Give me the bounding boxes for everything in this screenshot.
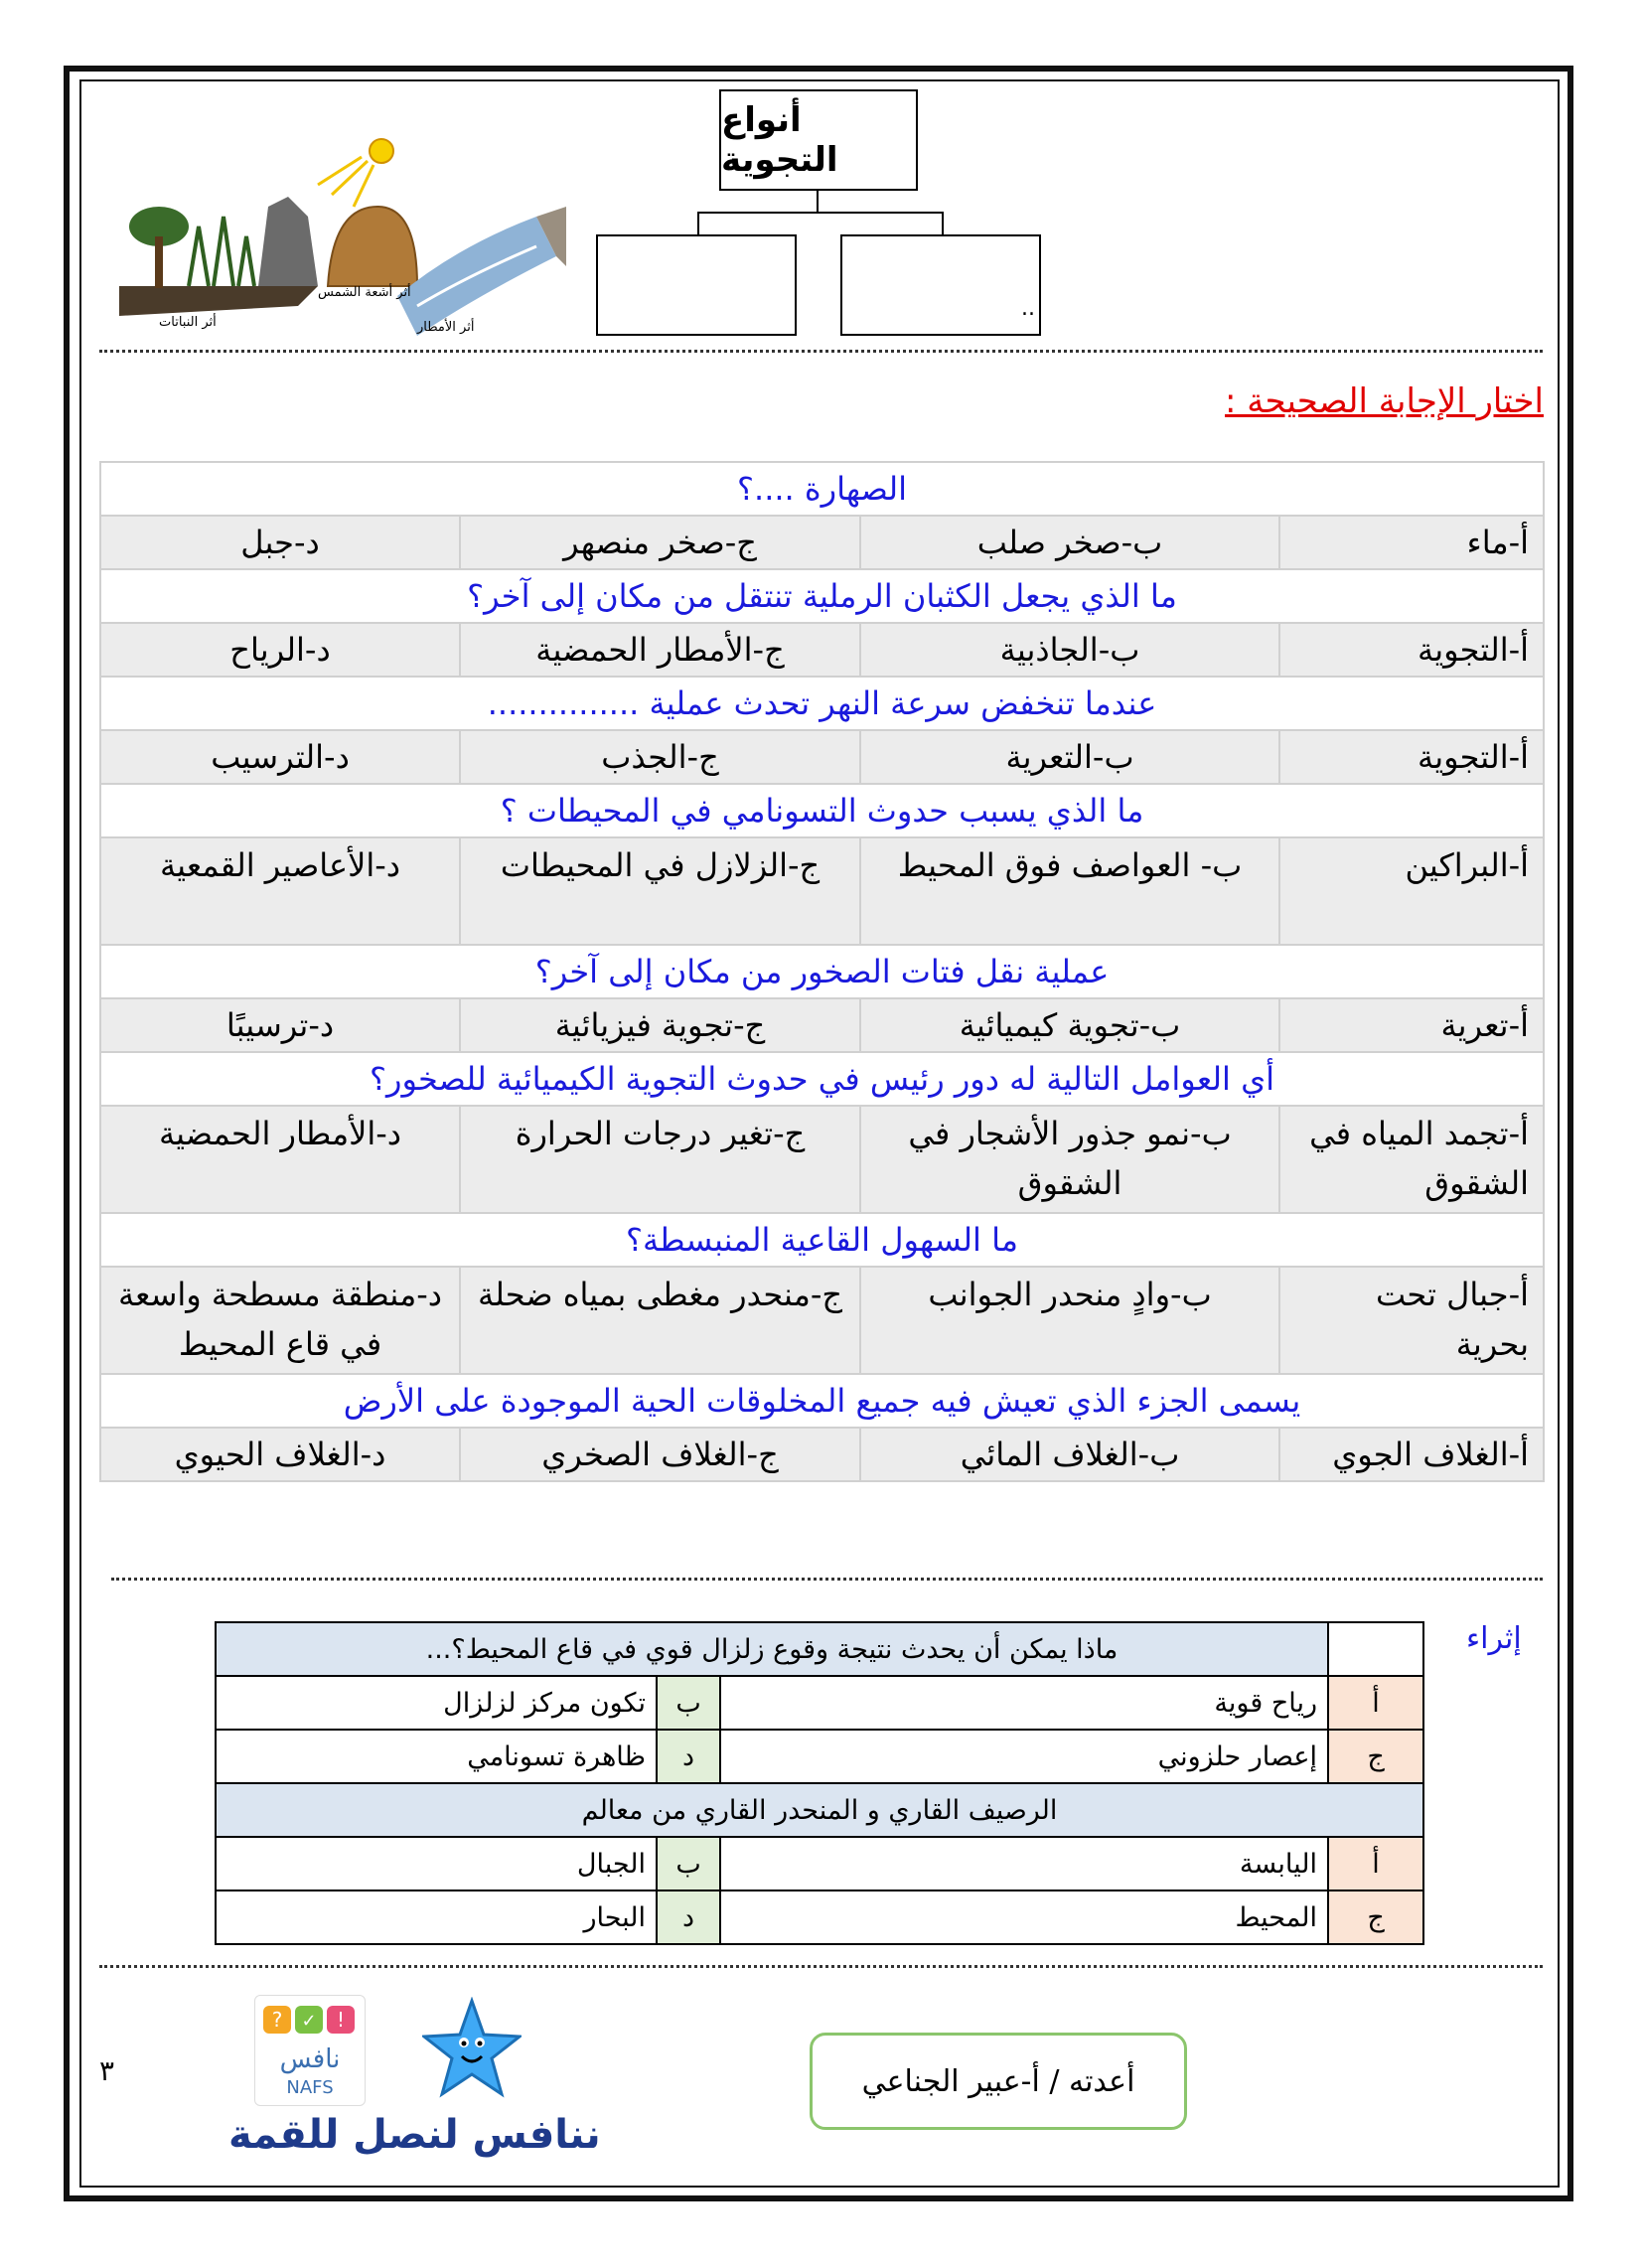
question-text: ما السهول القاعية المنبسطة؟ bbox=[100, 1213, 1544, 1267]
option-letter: ج bbox=[1328, 1730, 1423, 1783]
nafs-logo-icon bbox=[255, 1996, 365, 2105]
option-b[interactable]: ب-وادٍ منحدر الجوانب bbox=[860, 1267, 1279, 1374]
question-text: يسمى الجزء الذي تعيش فيه جميع المخلوقات الحية الموجودة على الأرض bbox=[100, 1374, 1544, 1428]
quiz-table bbox=[99, 461, 1545, 1482]
option-text: تكون مركز لزلزال bbox=[216, 1676, 657, 1730]
diagram-connector bbox=[697, 212, 699, 235]
option-d[interactable]: د-منطقة مسطحة واسعة في قاع المحيط bbox=[100, 1267, 460, 1374]
options-row bbox=[100, 623, 1544, 677]
option-text: الجبال bbox=[216, 1837, 657, 1890]
option-text: المحيط bbox=[720, 1890, 1328, 1944]
svg-text:?: ? bbox=[271, 2008, 283, 2032]
option-a[interactable]: أ-التجوية bbox=[1279, 730, 1544, 784]
slogan-logo: ننافس لنصل للقمة bbox=[228, 2112, 601, 2158]
options-row bbox=[100, 516, 1544, 569]
question-text: ما الذي يسبب حدوث التسونامي في المحيطات ؟ bbox=[100, 784, 1544, 837]
options-row bbox=[100, 998, 1544, 1052]
rock-icon bbox=[328, 207, 417, 286]
diagram-connector bbox=[697, 212, 944, 214]
option-a[interactable]: أ-الغلاف الجوي bbox=[1279, 1428, 1544, 1481]
option-d[interactable]: د-الغلاف الحيوي bbox=[100, 1428, 460, 1481]
question-text: عملية نقل فتات الصخور من مكان إلى آخر؟ bbox=[100, 945, 1544, 998]
option-letter: د bbox=[657, 1730, 720, 1783]
diagram-connector bbox=[942, 212, 944, 235]
option-b[interactable]: ب-صخر صلب bbox=[860, 516, 1279, 569]
branch-dots: .. bbox=[1021, 296, 1035, 321]
options-row bbox=[100, 730, 1544, 784]
weathering-illustration bbox=[119, 137, 566, 336]
options-row bbox=[100, 1267, 1544, 1374]
enrichment-blank-cell bbox=[1328, 1622, 1423, 1676]
svg-text:نافس: نافس bbox=[279, 2044, 341, 2074]
sun-icon bbox=[318, 139, 393, 207]
diagram-title: أنواع التجوية bbox=[721, 100, 838, 180]
option-b[interactable]: ب-نمو جذور الأشجار في الشقوق bbox=[860, 1106, 1279, 1213]
option-text: ظاهرة تسونامي bbox=[216, 1730, 657, 1783]
option-d[interactable]: د-الأعاصير القمعية bbox=[100, 837, 460, 945]
option-d[interactable]: د-الرياح bbox=[100, 623, 460, 677]
option-a[interactable]: أ-ماء bbox=[1279, 516, 1544, 569]
enrichment-question: الرصيف القاري و المنحدر القاري من معالم bbox=[216, 1783, 1423, 1837]
option-b[interactable]: ب-التعرية bbox=[860, 730, 1279, 784]
option-d[interactable]: د-ترسيبًا bbox=[100, 998, 460, 1052]
option-text: رياح قوية bbox=[720, 1676, 1328, 1730]
enrichment-label: إثراء bbox=[1466, 1621, 1522, 1656]
option-a[interactable]: أ-البراكين bbox=[1279, 837, 1544, 945]
nafs-logo bbox=[254, 1995, 366, 2106]
option-c[interactable]: ج-صخر منصهر bbox=[460, 516, 860, 569]
rain-icon bbox=[397, 207, 566, 336]
option-b[interactable]: ب-الجاذبية bbox=[860, 623, 1279, 677]
option-letter: أ bbox=[1328, 1676, 1423, 1730]
option-text: إعصار حلزوني bbox=[720, 1730, 1328, 1783]
question-text: عندما تنخفض سرعة النهر تحدث عملية ............... bbox=[100, 677, 1544, 730]
illustration-label-sun: أثر أشعة الشمس bbox=[318, 285, 411, 300]
instruction-heading: اختار الإجابة الصحيحة : bbox=[1225, 381, 1544, 421]
options-row bbox=[100, 1428, 1544, 1481]
question-text: ما الذي يجعل الكثبان الرملية تنتقل من مكان إلى آخر؟ bbox=[100, 569, 1544, 623]
options-row bbox=[100, 837, 1544, 945]
page-number: ٣ bbox=[99, 2054, 115, 2087]
option-c[interactable]: ج-الأمطار الحمضية bbox=[460, 623, 860, 677]
divider bbox=[111, 1578, 1543, 1581]
options-row bbox=[100, 1106, 1544, 1213]
option-c[interactable]: ج-تجوية فيزيائية bbox=[460, 998, 860, 1052]
svg-text:!: ! bbox=[336, 2008, 346, 2032]
option-a[interactable]: أ-تجمد المياه في الشقوق bbox=[1279, 1106, 1544, 1213]
option-b[interactable]: ب-تجوية كيميائية bbox=[860, 998, 1279, 1052]
enrichment-question: ماذا يمكن أن يحدث نتيجة وقوع زلزال قوي في قاع المحيط؟... bbox=[216, 1622, 1328, 1676]
option-d[interactable]: د-جبل bbox=[100, 516, 460, 569]
option-b[interactable]: ب-الغلاف المائي bbox=[860, 1428, 1279, 1481]
plant-icon bbox=[119, 197, 318, 316]
option-a[interactable]: أ-جبال تحت بحرية bbox=[1279, 1267, 1544, 1374]
option-text: اليابسة bbox=[720, 1837, 1328, 1890]
option-letter: ب bbox=[657, 1676, 720, 1730]
option-d[interactable]: د-الأمطار الحمضية bbox=[100, 1106, 460, 1213]
star-mascot-icon bbox=[422, 1997, 522, 2106]
question-text: أي العوامل التالية له دور رئيس في حدوث التجوية الكيميائية للصخور؟ bbox=[100, 1052, 1544, 1106]
option-text: البحار bbox=[216, 1890, 657, 1944]
option-letter: ب bbox=[657, 1837, 720, 1890]
option-b[interactable]: ب- العواصف فوق المحيط bbox=[860, 837, 1279, 945]
option-letter: د bbox=[657, 1890, 720, 1944]
diagram-branch-right bbox=[840, 234, 1041, 336]
author-credit-box bbox=[810, 2033, 1187, 2130]
diagram-connector bbox=[817, 191, 819, 213]
option-a[interactable]: أ-التجوية bbox=[1279, 623, 1544, 677]
question-text: الصهارة ....؟ bbox=[100, 462, 1544, 516]
divider bbox=[99, 1965, 1543, 1968]
option-c[interactable]: ج-تغير درجات الحرارة bbox=[460, 1106, 860, 1213]
option-letter: أ bbox=[1328, 1837, 1423, 1890]
option-c[interactable]: ج-منحدر مغطى بمياه ضحلة bbox=[460, 1267, 860, 1374]
diagram-title-box bbox=[719, 89, 918, 191]
diagram-branch-left bbox=[596, 234, 797, 336]
option-letter: ج bbox=[1328, 1890, 1423, 1944]
option-c[interactable]: ج-الجذب bbox=[460, 730, 860, 784]
svg-text:NAFS: NAFS bbox=[286, 2077, 334, 2098]
illustration-label-rain: أثر الأمطار bbox=[417, 320, 475, 335]
option-a[interactable]: أ-تعرية bbox=[1279, 998, 1544, 1052]
option-d[interactable]: د-الترسيب bbox=[100, 730, 460, 784]
svg-text:✓: ✓ bbox=[301, 2011, 317, 2032]
option-c[interactable]: ج-الزلازل في المحيطات bbox=[460, 837, 860, 945]
enrichment-table bbox=[215, 1621, 1424, 1945]
illustration-label-plants: أثر النباتات bbox=[159, 315, 217, 330]
divider bbox=[99, 350, 1543, 353]
author-credit: أعدته / أ-عبير الجناعي bbox=[861, 2063, 1135, 2099]
option-c[interactable]: ج-الغلاف الصخري bbox=[460, 1428, 860, 1481]
